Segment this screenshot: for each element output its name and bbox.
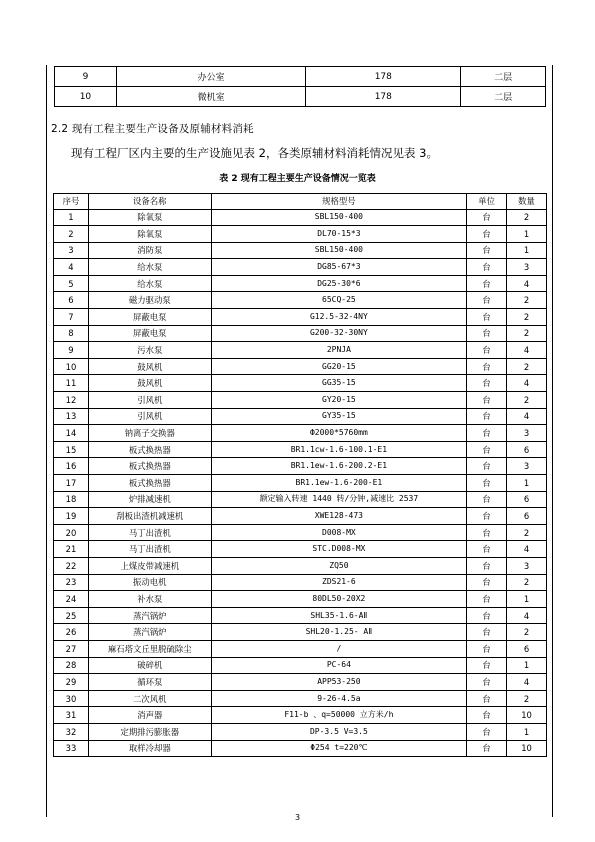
table-row (55, 67, 546, 87)
cell-qty: 2 (507, 524, 547, 541)
cell-spec: DG25-30*6 (211, 275, 466, 292)
cell-qty: 6 (507, 491, 547, 508)
cell-no: 32 (54, 723, 89, 740)
table-row (54, 458, 547, 475)
cell-qty: 2 (507, 624, 547, 641)
cell-name: 除氧泵 (88, 209, 211, 226)
cell-unit: 台 (467, 226, 507, 243)
cell-qty: 10 (507, 707, 547, 724)
cell-name: 引风机 (88, 408, 211, 425)
cell-unit: 台 (467, 740, 507, 757)
cell-unit: 台 (467, 259, 507, 276)
cell-unit: 台 (467, 657, 507, 674)
room-value: 178 (306, 67, 461, 87)
cell-name: 屏蔽电泵 (88, 309, 211, 326)
cell-qty: 4 (507, 541, 547, 558)
table-row (54, 591, 547, 608)
table-row (54, 242, 547, 259)
cell-spec: SBL150-400 (211, 242, 466, 259)
cell-name: 刮板出渣机减速机 (88, 508, 211, 525)
cell-name: 蒸汽锅炉 (88, 624, 211, 641)
table-row (54, 309, 547, 326)
cell-qty: 2 (507, 209, 547, 226)
cell-spec: XWE128-473 (211, 508, 466, 525)
table-row (54, 508, 547, 525)
cell-name: 破碎机 (88, 657, 211, 674)
cell-name: 鼓风机 (88, 375, 211, 392)
cell-unit: 台 (467, 441, 507, 458)
table-row (54, 624, 547, 641)
cell-no: 3 (54, 242, 89, 259)
cell-no: 29 (54, 674, 89, 691)
cell-unit: 台 (467, 591, 507, 608)
equipment-table (53, 193, 547, 757)
table-row (54, 342, 547, 359)
cell-spec: 9-26-4.5a (211, 690, 466, 707)
cell-name: 给水泵 (88, 275, 211, 292)
cell-name: 板式换热器 (88, 475, 211, 492)
cell-no: 20 (54, 524, 89, 541)
cell-spec: GY20-15 (211, 392, 466, 409)
header-unit: 单位 (467, 194, 507, 210)
table-row (54, 491, 547, 508)
cell-qty: 4 (507, 375, 547, 392)
table-row (54, 690, 547, 707)
cell-spec: APP53-250 (211, 674, 466, 691)
table-row (54, 723, 547, 740)
cell-unit: 台 (467, 524, 507, 541)
cell-spec: PC-64 (211, 657, 466, 674)
room-floor: 二层 (461, 67, 546, 87)
cell-qty: 6 (507, 508, 547, 525)
cell-no: 1 (54, 209, 89, 226)
cell-unit: 台 (467, 358, 507, 375)
cell-name: 振动电机 (88, 574, 211, 591)
cell-unit: 台 (467, 640, 507, 657)
cell-no: 13 (54, 408, 89, 425)
cell-name: 消声器 (88, 707, 211, 724)
cell-name: 补水泵 (88, 591, 211, 608)
cell-qty: 2 (507, 574, 547, 591)
cell-name: 污水泵 (88, 342, 211, 359)
table-row (54, 375, 547, 392)
cell-unit: 台 (467, 607, 507, 624)
cell-no: 6 (54, 292, 89, 309)
cell-spec: 2PNJA (211, 342, 466, 359)
cell-no: 16 (54, 458, 89, 475)
table-row (54, 557, 547, 574)
table-row (54, 657, 547, 674)
cell-name: 板式换热器 (88, 458, 211, 475)
cell-no: 18 (54, 491, 89, 508)
cell-unit: 台 (467, 557, 507, 574)
table-row (54, 740, 547, 757)
table-header-row (54, 194, 547, 210)
cell-unit: 台 (467, 242, 507, 259)
cell-qty: 1 (507, 591, 547, 608)
cell-no: 5 (54, 275, 89, 292)
cell-no: 8 (54, 325, 89, 342)
cell-name: 马丁出渣机 (88, 524, 211, 541)
cell-spec: BR1.1ew-1.6-200.2-E1 (211, 458, 466, 475)
section-heading: 2.2 现有工程主要生产设备及原辅材料消耗 (51, 123, 254, 135)
cell-name: 给水泵 (88, 259, 211, 276)
cell-spec: ZDS21-6 (211, 574, 466, 591)
cell-name: 取样冷却器 (88, 740, 211, 757)
cell-name: 钠离子交换器 (88, 425, 211, 442)
cell-name: 上煤皮带减速机 (88, 557, 211, 574)
table-row (54, 574, 547, 591)
cell-no: 4 (54, 259, 89, 276)
cell-no: 12 (54, 392, 89, 409)
cell-qty: 4 (507, 275, 547, 292)
table-row (55, 87, 546, 107)
cell-name: 板式换热器 (88, 441, 211, 458)
cell-qty: 2 (507, 292, 547, 309)
cell-name: 除氧泵 (88, 226, 211, 243)
cell-qty: 10 (507, 740, 547, 757)
cell-name: 蒸汽锅炉 (88, 607, 211, 624)
cell-no: 21 (54, 541, 89, 558)
room-table (54, 66, 546, 107)
cell-no: 31 (54, 707, 89, 724)
cell-unit: 台 (467, 690, 507, 707)
cell-qty: 2 (507, 392, 547, 409)
table-row (54, 392, 547, 409)
cell-qty: 3 (507, 259, 547, 276)
cell-unit: 台 (467, 491, 507, 508)
cell-spec: / (211, 640, 466, 657)
cell-spec: SBL150-400 (211, 209, 466, 226)
cell-no: 15 (54, 441, 89, 458)
cell-no: 17 (54, 475, 89, 492)
cell-spec: 额定输入转速 1440 转/分钟,减速比 2537 (211, 491, 466, 508)
cell-qty: 2 (507, 325, 547, 342)
cell-qty: 6 (507, 441, 547, 458)
cell-spec: DL70-15*3 (211, 226, 466, 243)
cell-spec: SHL20-1.25- AⅡ (211, 624, 466, 641)
cell-qty: 4 (507, 607, 547, 624)
table-caption: 表 2 现有工程主要生产设备情况一览表 (219, 174, 376, 184)
cell-qty: 2 (507, 309, 547, 326)
cell-spec: G200-32-30NY (211, 325, 466, 342)
room-no: 10 (55, 87, 117, 107)
cell-name: 鼓风机 (88, 358, 211, 375)
cell-name: 麻石塔文丘里脱硫除尘 (88, 640, 211, 657)
table-row (54, 425, 547, 442)
cell-unit: 台 (467, 392, 507, 409)
cell-unit: 台 (467, 674, 507, 691)
table-row (54, 674, 547, 691)
cell-qty: 3 (507, 557, 547, 574)
cell-unit: 台 (467, 325, 507, 342)
cell-spec: DP-3.5 V=3.5 (211, 723, 466, 740)
cell-no: 26 (54, 624, 89, 641)
cell-spec: Φ254 t=220℃ (211, 740, 466, 757)
cell-qty: 2 (507, 358, 547, 375)
cell-spec: BR1.1cw-1.6-100.1-E1 (211, 441, 466, 458)
table-row (54, 209, 547, 226)
cell-no: 22 (54, 557, 89, 574)
cell-unit: 台 (467, 292, 507, 309)
room-name: 办公室 (116, 67, 306, 87)
cell-spec: SHL35-1.6-AⅡ (211, 607, 466, 624)
cell-unit: 台 (467, 475, 507, 492)
table-row (54, 524, 547, 541)
cell-unit: 台 (467, 375, 507, 392)
page-number: 3 (294, 813, 301, 822)
cell-unit: 台 (467, 342, 507, 359)
cell-qty: 2 (507, 690, 547, 707)
cell-spec: BR1.1ew-1.6-200-E1 (211, 475, 466, 492)
cell-no: 7 (54, 309, 89, 326)
cell-qty: 3 (507, 425, 547, 442)
table-row (54, 475, 547, 492)
cell-qty: 4 (507, 674, 547, 691)
table-row (54, 707, 547, 724)
cell-unit: 台 (467, 723, 507, 740)
cell-name: 循环泵 (88, 674, 211, 691)
cell-name: 磁力驱动泵 (88, 292, 211, 309)
cell-name: 二次风机 (88, 690, 211, 707)
cell-unit: 台 (467, 408, 507, 425)
intro-paragraph: 现有工程厂区内主要的生产设施见表 2，各类原辅材料消耗情况见表 3。 (71, 146, 438, 160)
cell-unit: 台 (467, 707, 507, 724)
cell-qty: 3 (507, 458, 547, 475)
cell-qty: 1 (507, 226, 547, 243)
table-row (54, 226, 547, 243)
cell-no: 9 (54, 342, 89, 359)
cell-unit: 台 (467, 275, 507, 292)
table-row (54, 275, 547, 292)
cell-unit: 台 (467, 508, 507, 525)
cell-no: 25 (54, 607, 89, 624)
header-qty: 数量 (507, 194, 547, 210)
room-value: 178 (306, 87, 461, 107)
cell-no: 24 (54, 591, 89, 608)
cell-unit: 台 (467, 574, 507, 591)
cell-no: 30 (54, 690, 89, 707)
cell-no: 10 (54, 358, 89, 375)
cell-spec: F11-b 、q=50000 立方米/h (211, 707, 466, 724)
cell-qty: 1 (507, 657, 547, 674)
cell-spec: D008-MX (211, 524, 466, 541)
cell-spec: GG20-15 (211, 358, 466, 375)
cell-no: 33 (54, 740, 89, 757)
table-row (54, 408, 547, 425)
table-row (54, 358, 547, 375)
table-row (54, 292, 547, 309)
table-row (54, 541, 547, 558)
cell-spec: Ф2000*5760mm (211, 425, 466, 442)
cell-qty: 1 (507, 475, 547, 492)
cell-unit: 台 (467, 425, 507, 442)
cell-unit: 台 (467, 209, 507, 226)
cell-name: 引风机 (88, 392, 211, 409)
table-row (54, 441, 547, 458)
cell-unit: 台 (467, 624, 507, 641)
room-no: 9 (55, 67, 117, 87)
cell-name: 定期排污膨胀器 (88, 723, 211, 740)
cell-no: 19 (54, 508, 89, 525)
table-row (54, 325, 547, 342)
cell-spec: GG35-15 (211, 375, 466, 392)
table-row (54, 607, 547, 624)
cell-qty: 4 (507, 342, 547, 359)
cell-name: 屏蔽电泵 (88, 325, 211, 342)
cell-no: 23 (54, 574, 89, 591)
cell-spec: ZQ50 (211, 557, 466, 574)
cell-name: 消防泵 (88, 242, 211, 259)
cell-name: 炉排减速机 (88, 491, 211, 508)
cell-qty: 6 (507, 640, 547, 657)
cell-no: 2 (54, 226, 89, 243)
cell-no: 27 (54, 640, 89, 657)
cell-spec: GY35-15 (211, 408, 466, 425)
header-spec: 规格型号 (211, 194, 466, 210)
cell-qty: 1 (507, 242, 547, 259)
cell-no: 14 (54, 425, 89, 442)
cell-unit: 台 (467, 309, 507, 326)
table-row (54, 259, 547, 276)
room-name: 微机室 (116, 87, 306, 107)
room-floor: 二层 (461, 87, 546, 107)
table-row (54, 640, 547, 657)
cell-spec: 65CQ-25 (211, 292, 466, 309)
cell-unit: 台 (467, 458, 507, 475)
cell-spec: DG85-67*3 (211, 259, 466, 276)
cell-spec: 80DL50-20X2 (211, 591, 466, 608)
cell-no: 11 (54, 375, 89, 392)
cell-no: 28 (54, 657, 89, 674)
cell-name: 马丁出渣机 (88, 541, 211, 558)
cell-unit: 台 (467, 541, 507, 558)
header-name: 设备名称 (88, 194, 211, 210)
cell-qty: 4 (507, 408, 547, 425)
cell-qty: 1 (507, 723, 547, 740)
cell-spec: G12.5-32-4NY (211, 309, 466, 326)
cell-spec: STC.D008-MX (211, 541, 466, 558)
header-no: 序号 (54, 194, 89, 210)
